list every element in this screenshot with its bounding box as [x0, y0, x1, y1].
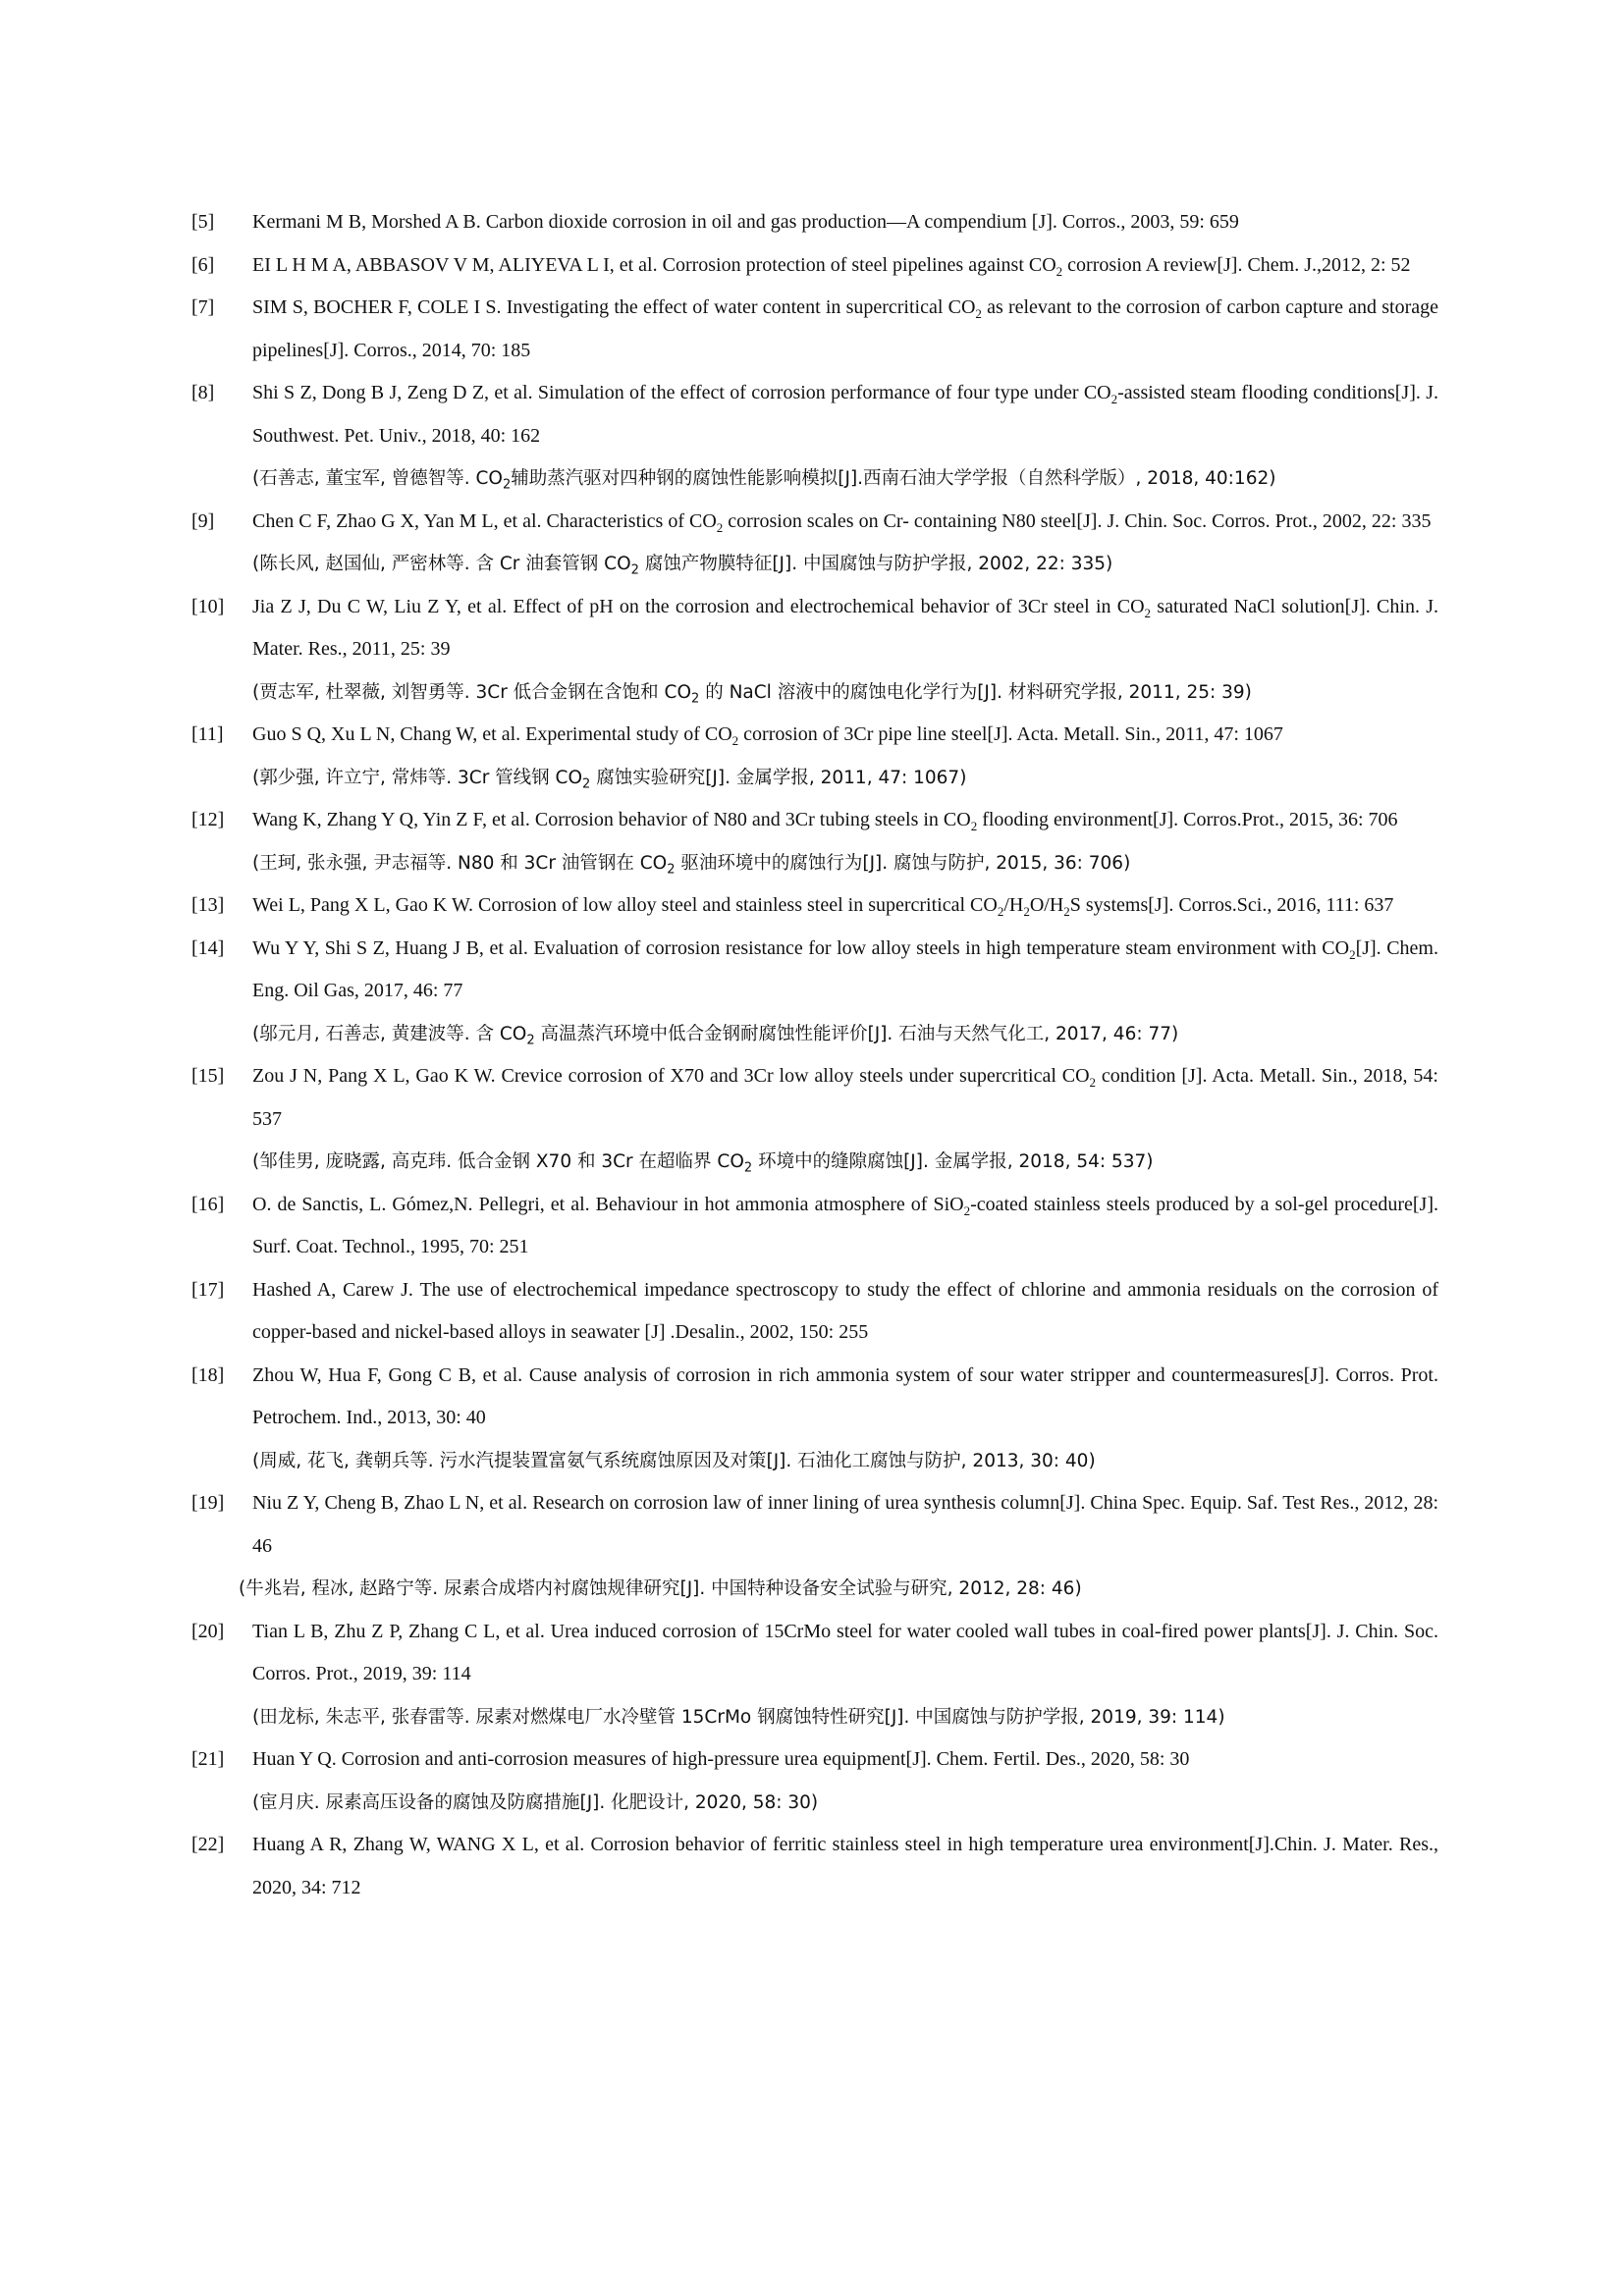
text-segment: (郭少强, 许立宁, 常炜等. 3Cr 管线钢 CO: [252, 767, 583, 788]
text-segment: 环境中的缝隙腐蚀[J]. 金属学报, 2018, 54: 537): [752, 1151, 1154, 1172]
reference-number: [22]: [191, 1834, 225, 1855]
text-segment: [J]. Chem. Eng. Oil Gas, 2017, 46: 77: [252, 936, 1438, 1001]
text-segment: Shi S Z, Dong B J, Zeng D Z, et al. Simulation of the effect of corrosion performance of four type under CO: [252, 382, 1111, 403]
reference-number: [10]: [191, 595, 225, 617]
reference-number: [5]: [191, 211, 215, 233]
reference-number: [14]: [191, 936, 225, 959]
reference-entry: [191, 799, 1438, 884]
text-segment: (石善志, 董宝军, 曾德智等. CO: [252, 468, 503, 489]
subscript: 2: [1063, 904, 1070, 919]
subscript: 2: [975, 306, 982, 321]
reference-text-english: [252, 884, 1438, 928]
text-segment: -coated stainless steels produced by a sol-gel procedure[J]. Surf. Coat. Technol., 1995, 70: 251: [252, 1193, 1438, 1257]
subscript: 2: [630, 562, 639, 578]
reference-number: [13]: [191, 894, 225, 916]
text-segment: (邹佳男, 庞晓露, 高克玮. 低合金钢 X70 和 3Cr 在超临界 CO: [252, 1151, 744, 1172]
reference-entry: [191, 1055, 1438, 1184]
text-segment: 驱油环境中的腐蚀行为[J]. 腐蚀与防护, 2015, 36: 706): [675, 852, 1131, 874]
reference-text-english: [252, 244, 1438, 288]
text-segment: Guo S Q, Xu L N, Chang W, et al. Experimental study of CO: [252, 723, 732, 745]
subscript: 2: [502, 477, 512, 493]
text-segment: Kermani M B, Morshed A B. Carbon dioxide corrosion in oil and gas production—A compendium [J]. Corros., 2003, 59: 659: [252, 211, 1239, 233]
subscript: 2: [743, 1160, 753, 1176]
reference-text-chinese: [252, 1696, 1438, 1739]
subscript: 2: [1056, 263, 1063, 279]
text-segment: /H: [1003, 894, 1024, 916]
text-segment: Niu Z Y, Cheng B, Zhao L N, et al. Research on corrosion law of inner lining of urea synthesis column[J]. China Spec. Equip. Saf. Test Res., 2012, 28: 46: [252, 1492, 1438, 1557]
subscript: 2: [963, 1202, 971, 1218]
reference-text-chinese: [252, 671, 1438, 715]
text-segment: 腐蚀产物膜特征[J]. 中国腐蚀与防护学报, 2002, 22: 335): [638, 554, 1113, 574]
reference-entry: [191, 287, 1438, 372]
text-segment: Wei L, Pang X L, Gao K W. Corrosion of low alloy steel and stainless steel in supercritical CO: [252, 894, 998, 916]
reference-number: [6]: [191, 253, 215, 276]
reference-number: [20]: [191, 1620, 225, 1642]
subscript: 2: [1089, 1075, 1097, 1090]
subscript: 2: [526, 1033, 535, 1048]
reference-number: [15]: [191, 1065, 225, 1087]
reference-entry: [191, 1824, 1438, 1909]
reference-text-english: [252, 1611, 1438, 1696]
text-segment: O/H: [1029, 894, 1064, 916]
reference-entry: [191, 1611, 1438, 1739]
text-segment: saturated NaCl solution[J]. Chin. J. Mater. Res., 2011, 25: 39: [252, 595, 1438, 660]
reference-number: [21]: [191, 1748, 225, 1770]
text-segment: O. de Sanctis, L. Gómez,N. Pellegri, et al. Behaviour in hot ammonia atmosphere of SiO: [252, 1193, 964, 1215]
reference-text-english: [252, 714, 1438, 757]
text-segment: (邬元月, 石善志, 黄建波等. 含 CO: [252, 1023, 527, 1044]
reference-text-english: [252, 1482, 1438, 1568]
text-segment: (田龙标, 朱志平, 张春雷等. 尿素对燃煤电厂水冷壁管 15CrMo 钢腐蚀特性研究[J]. 中国腐蚀与防护学报, 2019, 39: 114): [252, 1706, 1225, 1728]
reference-text-english: [252, 501, 1438, 544]
text-segment: (王珂, 张永强, 尹志福等. N80 和 3Cr 油管钢在 CO: [252, 852, 668, 874]
reference-text-english: [252, 1184, 1438, 1269]
reference-entry: [191, 201, 1438, 244]
text-segment: SIM S, BOCHER F, COLE I S. Investigating the effect of water content in supercritical CO: [252, 296, 976, 318]
subscript: 2: [1144, 605, 1152, 620]
reference-text-english: [252, 1355, 1438, 1440]
text-segment: Jia Z J, Du C W, Liu Z Y, et al. Effect of pH on the corrosion and electrochemical behavior of 3Cr steel in CO: [252, 595, 1145, 617]
text-segment: (贾志军, 杜翠薇, 刘智勇等. 3Cr 低合金钢在含饱和 CO: [252, 681, 692, 703]
subscript: 2: [582, 776, 591, 792]
subscript: 2: [667, 862, 676, 878]
reference-entry: [191, 1269, 1438, 1355]
reference-text-english: [252, 372, 1438, 457]
text-segment: (周威, 花飞, 龚朝兵等. 污水汽提装置富氨气系统腐蚀原因及对策[J]. 石油化工腐蚀与防护, 2013, 30: 40): [252, 1450, 1096, 1471]
subscript: 2: [1023, 904, 1030, 919]
reference-number: [8]: [191, 382, 215, 403]
text-segment: (宦月庆. 尿素高压设备的腐蚀及防腐措施[J]. 化肥设计, 2020, 58: 30): [252, 1791, 819, 1813]
text-segment: Wang K, Zhang Y Q, Yin Z F, et al. Corrosion behavior of N80 and 3Cr tubing steels in CO: [252, 809, 971, 830]
text-segment: S systems[J]. Corros.Sci., 2016, 111: 637: [1069, 894, 1394, 916]
text-segment: Wu Y Y, Shi S Z, Huang J B, et al. Evaluation of corrosion resistance for low alloy steels in high temperature steam environment with CO: [252, 936, 1350, 959]
text-segment: Huang A R, Zhang W, WANG X L, et al. Corrosion behavior of ferritic stainless steel in high temperature urea environment[J].Chin. J. Mater. Res., 2020, 34: 712: [252, 1834, 1438, 1898]
reference-number: [7]: [191, 296, 215, 318]
reference-entry: [191, 1184, 1438, 1269]
text-segment: (陈长风, 赵国仙, 严密林等. 含 Cr 油套管钢 CO: [252, 554, 631, 574]
reference-text-english: [252, 1738, 1438, 1782]
text-segment: flooding environment[J]. Corros.Prot., 2015, 36: 706: [977, 809, 1398, 830]
reference-text-english: [252, 287, 1438, 372]
subscript: 2: [731, 733, 739, 748]
subscript: 2: [1110, 392, 1118, 406]
text-segment: (牛兆岩, 程冰, 赵路宁等. 尿素合成塔内衬腐蚀规律研究[J]. 中国特种设备安全试验与研究, 2012, 28: 46): [239, 1578, 1082, 1599]
reference-entry: [191, 884, 1438, 928]
reference-number: [16]: [191, 1193, 225, 1215]
subscript: 2: [1349, 946, 1356, 962]
reference-text-chinese: [252, 543, 1438, 586]
reference-text-chinese: [252, 1013, 1438, 1056]
subscript: 2: [716, 519, 724, 535]
reference-text-english: [252, 928, 1438, 1013]
reference-entry: [191, 1482, 1438, 1611]
text-segment: 腐蚀实验研究[J]. 金属学报, 2011, 47: 1067): [590, 767, 967, 788]
text-segment: as relevant to the corrosion of carbon capture and storage pipelines[J]. Corros., 2014, 70: 185: [252, 296, 1438, 361]
reference-number: [12]: [191, 809, 225, 830]
reference-text-chinese: [252, 842, 1438, 885]
text-segment: Zhou W, Hua F, Gong C B, et al. Cause analysis of corrosion in rich ammonia system of sour water stripper and countermeasures[J]. Corros. Prot. Petrochem. Ind., 2013, 30: 40: [252, 1363, 1438, 1428]
text-segment: condition [J]. Acta. Metall. Sin., 2018, 54: 537: [252, 1065, 1438, 1130]
reference-text-chinese: [252, 457, 1438, 501]
reference-text-english: [252, 1824, 1438, 1909]
subscript: 2: [970, 819, 978, 833]
reference-text-chinese: [252, 1141, 1438, 1184]
text-segment: corrosion of 3Cr pipe line steel[J]. Acta. Metall. Sin., 2011, 47: 1067: [738, 723, 1283, 745]
reference-number: [19]: [191, 1492, 225, 1514]
reference-number: [11]: [191, 723, 224, 745]
reference-text-english: [252, 799, 1438, 842]
text-segment: EI L H M A, ABBASOV V M, ALIYEVA L I, et al. Corrosion protection of steel pipelines against CO: [252, 253, 1056, 276]
text-segment: corrosion scales on Cr- containing N80 steel[J]. J. Chin. Soc. Corros. Prot., 2002, 22: 335: [723, 509, 1432, 532]
text-segment: -assisted steam flooding conditions[J]. J. Southwest. Pet. Univ., 2018, 40: 162: [252, 382, 1438, 447]
reference-entry: [191, 714, 1438, 799]
reference-entry: [191, 586, 1438, 715]
subscript: 2: [691, 691, 700, 707]
reference-text-chinese: [239, 1568, 1438, 1611]
reference-text-chinese: [252, 1782, 1438, 1825]
text-segment: Tian L B, Zhu Z P, Zhang C L, et al. Urea induced corrosion of 15CrMo steel for water cooled wall tubes in coal-fired power plants[J]. J. Chin. Soc. Corros. Prot., 2019, 39: 114: [252, 1620, 1438, 1684]
reference-entry: [191, 1738, 1438, 1824]
reference-number: [18]: [191, 1363, 225, 1386]
text-segment: Chen C F, Zhao G X, Yan M L, et al. Characteristics of CO: [252, 509, 717, 532]
reference-number: [17]: [191, 1278, 225, 1301]
text-segment: Zou J N, Pang X L, Gao K W. Crevice corrosion of X70 and 3Cr low alloy steels under supercritical CO: [252, 1065, 1090, 1087]
text-segment: 辅助蒸汽驱对四种钢的腐蚀性能影响模拟[J].西南石油大学学报（自然科学版）, 2018, 40:162): [511, 468, 1276, 489]
reference-text-english: [252, 1055, 1438, 1141]
reference-text-english: [252, 201, 1438, 244]
reference-entry: [191, 372, 1438, 501]
reference-text-chinese: [252, 1440, 1438, 1483]
reference-text-english: [252, 586, 1438, 671]
text-segment: 的 NaCl 溶液中的腐蚀电化学行为[J]. 材料研究学报, 2011, 25: 39): [699, 681, 1252, 703]
text-segment: corrosion A review[J]. Chem. J.,2012, 2: 52: [1062, 253, 1411, 276]
reference-entry: [191, 1355, 1438, 1483]
reference-entry: [191, 928, 1438, 1056]
reference-entry: [191, 501, 1438, 586]
text-segment: Huan Y Q. Corrosion and anti-corrosion measures of high-pressure urea equipment[J]. Chem. Fertil. Des., 2020, 58: 30: [252, 1748, 1190, 1770]
reference-number: [9]: [191, 509, 215, 532]
text-segment: Hashed A, Carew J. The use of electrochemical impedance spectroscopy to study the effect of chlorine and ammonia residuals on the corrosion of copper-based and nickel-based alloys in seawater [J] .Desalin., 2002, 150: 255: [252, 1278, 1438, 1343]
reference-text-chinese: [252, 757, 1438, 800]
text-segment: 高温蒸汽环境中低合金钢耐腐蚀性能评价[J]. 石油与天然气化工, 2017, 46: 77): [534, 1023, 1179, 1044]
reference-entry: [191, 244, 1438, 288]
subscript: 2: [997, 904, 1004, 919]
reference-list: [191, 201, 1438, 1909]
reference-text-english: [252, 1269, 1438, 1355]
